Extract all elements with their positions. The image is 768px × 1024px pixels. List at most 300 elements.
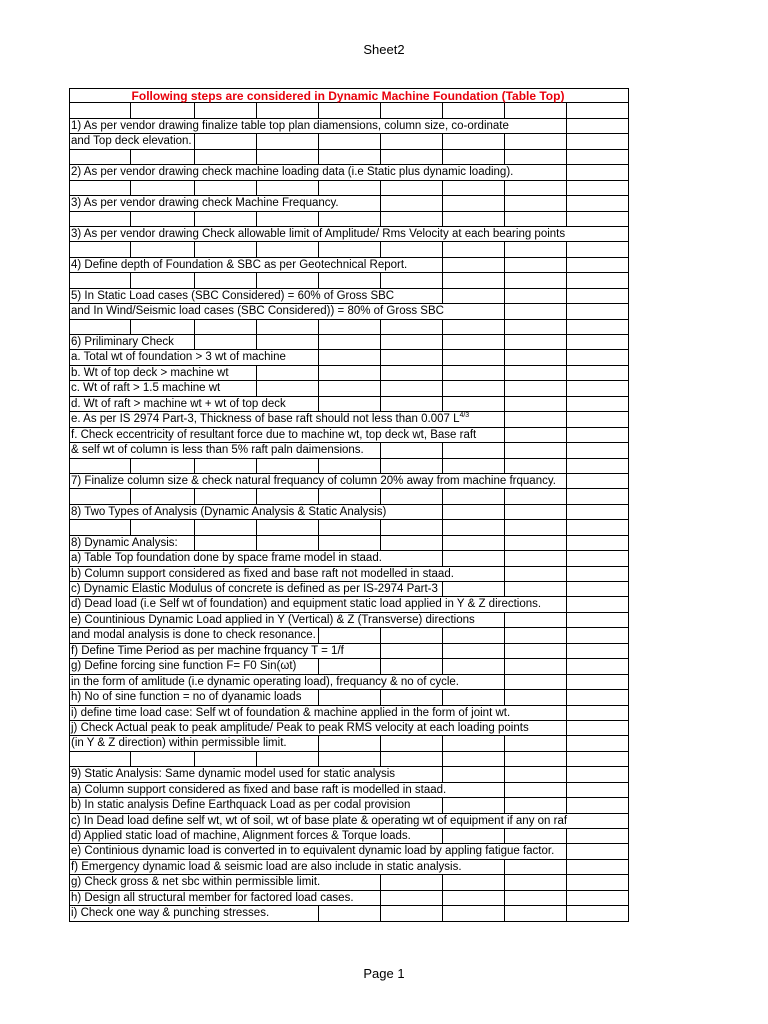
row-text: f) Emergency dynamic load & seismic load are also include in static analysis. [71,860,462,873]
cell-divider [256,489,257,503]
cell-divider [566,644,567,658]
cell-divider [566,767,567,781]
row-text: a) Table Top foundation done by space frame model in staad. [71,552,382,565]
cell-divider [194,459,195,473]
cell-divider [442,289,443,303]
row-text: e) Continious dynamic load is converted in to equivalent dynamic load by appling fatigue factor. [71,845,555,858]
table-row [69,289,629,304]
table-row [69,150,629,165]
cell-grid-lines [70,459,628,473]
table-row [69,459,629,474]
cell-grid-lines [70,320,628,334]
cell-divider [442,644,443,658]
cell-divider [566,397,567,411]
table-row [69,474,629,489]
cell-divider [256,242,257,256]
cell-grid-lines [70,273,628,287]
cell-divider [566,798,567,812]
cell-divider [194,273,195,287]
cell-divider [256,366,257,380]
row-text: and In Wind/Seismic load cases (SBC Considered)) = 80% of Gross SBC [71,305,444,318]
cell-divider [380,397,381,411]
cell-divider [566,706,567,720]
cell-divider [504,258,505,272]
cell-divider [566,875,567,889]
row-text: d) Applied static load of machine, Alignment forces & Torque loads. [71,830,411,842]
cell-divider [504,829,505,843]
cell-divider [504,397,505,411]
cell-divider [194,103,195,117]
cell-divider [442,891,443,905]
table-row [69,891,629,906]
cell-divider [504,505,505,519]
cell-divider [566,304,567,318]
cell-divider [566,165,567,179]
table-row [69,659,629,674]
cell-divider [130,520,131,534]
cell-divider [566,335,567,349]
cell-divider [504,181,505,195]
cell-divider [380,891,381,905]
cell-divider [256,381,257,395]
cell-divider [318,536,319,550]
table-row [69,582,629,597]
cell-divider [380,906,381,920]
row-text: e) Countinious Dynamic Load applied in Y (Vertical) & Z (Transverse) directions [71,613,475,626]
cell-divider [318,752,319,766]
table-row [69,628,629,643]
cell-divider [442,798,443,812]
row-text: d) Dead load (i.e Self wt of foundation) and equipment static load applied in Y & Z directions. [71,598,542,611]
row-text: h) Design all structural member for factored load cases. [71,891,354,904]
cell-divider [130,103,131,117]
cell-divider [318,459,319,473]
cell-divider [566,119,567,133]
cell-divider [504,582,505,596]
row-text: b) In static analysis Define Earthquack Load as per codal provision [71,799,411,812]
cell-divider [504,103,505,117]
spreadsheet-grid [69,88,629,922]
table-row [69,675,629,690]
row-text: e. As per IS 2974 Part-3, Thickness of base raft should not less than 0.007 $L^{4/3}$ [71,412,470,426]
cell-divider [442,582,443,596]
cell-divider [504,690,505,704]
cell-divider [194,150,195,164]
table-row [69,706,629,721]
cell-divider [566,536,567,550]
cell-divider [442,752,443,766]
cell-divider [566,736,567,750]
cell-divider [504,736,505,750]
cell-grid-lines [70,242,628,256]
cell-divider [318,273,319,287]
table-row [69,258,629,273]
table-row [69,567,629,582]
cell-divider [380,103,381,117]
cell-divider [566,505,567,519]
cell-divider [566,196,567,210]
table-row [69,242,629,257]
cell-divider [380,459,381,473]
cell-divider [566,721,567,735]
cell-divider [318,381,319,395]
cell-divider [380,644,381,658]
cell-divider [380,736,381,750]
cell-divider [256,134,257,148]
cell-divider [566,474,567,488]
cell-divider [318,489,319,503]
cell-divider [504,196,505,210]
cell-divider [442,366,443,380]
table-row [69,783,629,798]
cell-divider [442,258,443,272]
row-text: c) Dynamic Elastic Modulus of concrete is defined as per IS-2974 Part-3 [71,583,438,595]
cell-divider [256,520,257,534]
cell-divider [442,196,443,210]
cell-divider [566,103,567,117]
cell-divider [504,320,505,334]
table-row [69,844,629,859]
cell-divider [504,412,505,426]
cell-divider [380,212,381,226]
row-text: i) define time load case: Self wt of foundation & machine applied in the form of joint wt. [71,706,511,719]
cell-divider [566,242,567,256]
table-row [69,597,629,612]
cell-divider [504,644,505,658]
cell-divider [256,536,257,550]
table-row [69,165,629,180]
cell-divider [504,860,505,874]
cell-divider [566,690,567,704]
cell-divider [504,613,505,627]
row-text: c. Wt of raft > 1.5 machine wt [71,382,221,395]
cell-divider [256,320,257,334]
cell-divider [442,829,443,843]
cell-divider [504,675,505,689]
cell-divider [566,783,567,797]
row-text: & self wt of column is less than 5% raft paln daimensions. [71,444,364,457]
cell-divider [566,350,567,364]
cell-divider [380,520,381,534]
cell-divider [504,134,505,148]
cell-divider [318,366,319,380]
cell-divider [130,181,131,195]
row-text: (in Y & Z direction) within permissible limit. [71,737,287,750]
cell-divider [442,242,443,256]
cell-grid-lines [70,489,628,503]
cell-divider [566,628,567,642]
cell-divider [566,891,567,905]
table-row [69,350,629,365]
cell-divider [442,489,443,503]
row-text: and modal analysis is done to check resonance. [71,629,316,642]
table-row [69,752,629,767]
cell-divider [442,181,443,195]
cell-divider [504,350,505,364]
cell-divider [256,212,257,226]
row-text: h) No of sine function = no of dyanamic loads [71,691,302,704]
cell-divider [318,628,319,642]
table-row [69,536,629,551]
cell-divider [318,212,319,226]
cell-divider [566,150,567,164]
cell-divider [442,659,443,673]
row-text: d. Wt of raft > machine wt + wt of top deck [71,397,286,410]
cell-divider [318,103,319,117]
cell-divider [566,567,567,581]
cell-divider [504,567,505,581]
cell-divider [318,690,319,704]
cell-divider [380,134,381,148]
cell-divider [380,320,381,334]
cell-divider [504,551,505,565]
cell-divider [566,613,567,627]
table-row [69,103,629,118]
cell-divider [194,212,195,226]
cell-divider [566,212,567,226]
cell-divider [504,304,505,318]
cell-divider [380,443,381,457]
table-row [69,227,629,242]
cell-divider [380,875,381,889]
cell-divider [504,335,505,349]
cell-divider [566,520,567,534]
cell-divider [442,273,443,287]
cell-divider [318,397,319,411]
cell-divider [504,906,505,920]
cell-divider [566,273,567,287]
cell-divider [442,212,443,226]
table-row [69,335,629,350]
table-row [69,273,629,288]
row-text: g) Check gross & net sbc within permissible limit. [71,876,321,889]
table-row [69,690,629,705]
row-text: 6) Priliminary Check [71,336,174,348]
table-row [69,381,629,396]
cell-grid-lines [70,212,628,226]
cell-divider [318,736,319,750]
cell-divider [318,150,319,164]
table-row [69,613,629,628]
cell-grid-lines [70,181,628,195]
cell-divider [380,350,381,364]
cell-divider [442,443,443,457]
cell-divider [566,829,567,843]
row-text: a) Column support considered as fixed and base raft is modelled in staad. [71,783,447,796]
cell-divider [504,459,505,473]
cell-divider [566,551,567,565]
cell-divider [194,335,195,349]
row-text: 3) As per vendor drawing Check allowable limit of Amplitude/ Rms Velocity at each bearing points [71,227,566,240]
cell-divider [442,536,443,550]
cell-divider [566,459,567,473]
title-row [69,88,629,103]
cell-divider [318,181,319,195]
cell-divider [442,875,443,889]
cell-divider [380,690,381,704]
cell-divider [194,520,195,534]
row-text: 5) In Static Load cases (SBC Considered) = 60% of Gross SBC [71,289,395,302]
table-row [69,212,629,227]
cell-divider [130,459,131,473]
cell-divider [380,659,381,673]
table-row [69,798,629,813]
row-text: j) Check Actual peak to peak amplitude/ Peak to peak RMS velocity at each loading points [71,721,529,734]
cell-divider [504,520,505,534]
cell-divider [380,273,381,287]
table-row [69,397,629,412]
table-row [69,489,629,504]
cell-divider [566,366,567,380]
table-row [69,196,629,211]
cell-divider [566,860,567,874]
row-text: 2) As per vendor drawing check machine loading data (i.e Static plus dynamic loading). [71,166,514,179]
cell-divider [504,752,505,766]
cell-divider [130,242,131,256]
cell-divider [130,752,131,766]
cell-divider [130,320,131,334]
row-text: f) Define Time Period as per machine frquancy T = 1/f [71,644,344,657]
cell-divider [442,134,443,148]
cell-divider [256,181,257,195]
cell-divider [442,520,443,534]
cell-divider [380,181,381,195]
cell-divider [504,289,505,303]
cell-grid-lines [70,150,628,164]
cell-divider [504,366,505,380]
cell-divider [442,551,443,565]
cell-divider [318,320,319,334]
row-text: 9) Static Analysis: Same dynamic model used for static analysis [71,768,396,781]
cell-divider [442,505,443,519]
cell-divider [380,196,381,210]
cell-divider [566,752,567,766]
table-row [69,443,629,458]
cell-divider [504,628,505,642]
cell-divider [566,906,567,920]
table-row [69,304,629,319]
cell-divider [504,443,505,457]
cell-divider [194,242,195,256]
cell-grid-lines [70,752,628,766]
cell-divider [442,767,443,781]
table-row [69,119,629,134]
table-row [69,428,629,443]
row-text: c) In Dead load define self wt, wt of soil, wt of base plate & operating wt of equipment if any on raf [71,814,568,827]
cell-divider [194,489,195,503]
cell-divider [318,520,319,534]
cell-divider [380,366,381,380]
row-text: b) Column support considered as fixed and base raft not modelled in staad. [71,567,454,580]
cell-divider [442,381,443,395]
row-superscript: 4/3 [459,412,470,420]
cell-divider [442,628,443,642]
cell-divider [380,150,381,164]
cell-divider [256,459,257,473]
row-text: g) Define forcing sine function F= F0 Sin(ωt) [71,660,297,673]
table-row [69,906,629,921]
cell-divider [318,242,319,256]
cell-divider [380,628,381,642]
cell-divider [566,258,567,272]
table-row [69,721,629,736]
row-text: 4) Define depth of Foundation & SBC as per Geotechnical Report. [71,258,408,271]
cell-divider [504,783,505,797]
sheet-name: Sheet2 [363,42,405,57]
cell-grid-lines [70,103,628,117]
row-text: 7) Finalize column size & check natural frequancy of column 20% away from machine frquancy. [71,474,556,487]
table-row [69,366,629,381]
cell-divider [566,443,567,457]
cell-divider [504,891,505,905]
cell-divider [504,242,505,256]
cell-divider [318,134,319,148]
cell-divider [194,320,195,334]
cell-divider [318,659,319,673]
row-text: f. Check eccentricity of resultant force due to machine wt, top deck wt, Base raft [71,428,477,441]
cell-divider [442,459,443,473]
cell-divider [256,752,257,766]
cell-divider [442,690,443,704]
table-row [69,520,629,535]
table-row [69,320,629,335]
cell-divider [504,428,505,442]
cell-divider [566,134,567,148]
table-row [69,181,629,196]
table-row [69,829,629,844]
cell-divider [442,906,443,920]
cell-divider [194,134,195,148]
cell-divider [256,273,257,287]
cell-divider [504,659,505,673]
cell-divider [566,181,567,195]
row-text: 8) Dynamic Analysis: [71,536,178,549]
cell-divider [442,350,443,364]
cell-divider [130,212,131,226]
table-row [69,644,629,659]
row-text: and Top deck elevation. [71,135,192,148]
cell-divider [194,752,195,766]
cell-divider [194,536,195,550]
row-text: a. Total wt of foundation > 3 wt of machine [71,351,286,364]
table-row [69,551,629,566]
cell-divider [380,489,381,503]
table-row [69,767,629,782]
cell-divider [566,428,567,442]
cell-divider [504,150,505,164]
cell-divider [442,320,443,334]
table-row [69,412,629,427]
row-text: 3) As per vendor drawing check Machine Frequancy. [71,197,339,210]
cell-divider [380,242,381,256]
cell-divider [504,273,505,287]
row-text: in the form of amlitude (i.e dynamic operating load), frequancy & no of cycle. [71,675,460,688]
cell-divider [504,212,505,226]
table-row [69,875,629,890]
cell-divider [442,150,443,164]
cell-divider [380,381,381,395]
cell-divider [380,335,381,349]
cell-divider [504,767,505,781]
cell-divider [566,320,567,334]
cell-divider [566,489,567,503]
table-row [69,505,629,520]
cell-divider [194,181,195,195]
table-row [69,860,629,875]
cell-divider [256,103,257,117]
row-text: 1) As per vendor drawing finalize table top plan diamensions, column size, co-ordinate [71,119,509,132]
cell-divider [504,381,505,395]
